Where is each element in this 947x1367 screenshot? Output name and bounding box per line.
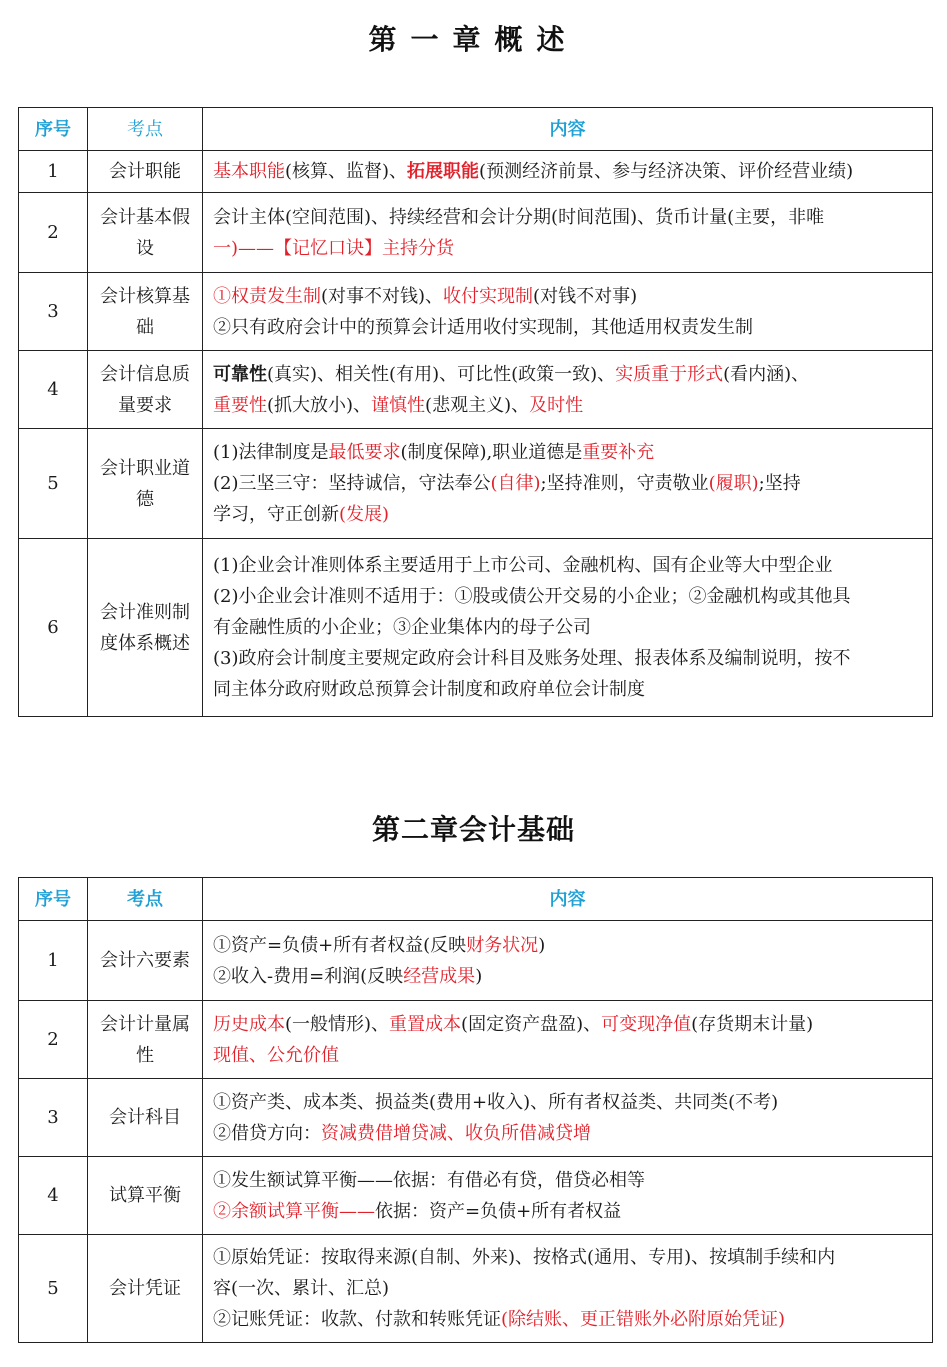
highlight-text: 收付实现制 <box>443 285 534 307</box>
content-cell <box>203 351 933 429</box>
row-number: 1 <box>19 151 88 193</box>
content-line <box>213 1040 926 1071</box>
row-number: 6 <box>19 539 88 717</box>
content-text: ①资产类、成本类、损益类(费用+收入)、所有者权益类、共同类(不考) <box>213 1091 779 1113</box>
header-seq: 序号 <box>19 108 88 151</box>
content-line <box>213 674 926 705</box>
highlight-text: 重要性 <box>213 394 267 416</box>
highlight-text: ②余额试算平衡—— <box>213 1200 375 1222</box>
highlight-text: 实质重于形式 <box>615 363 724 385</box>
exam-point: 会计核算基础 <box>88 273 203 351</box>
content-text: (2)三坚三守：坚持诚信，守法奉公 <box>213 473 491 494</box>
chapter2-title: 第二章会计基础 <box>371 813 575 846</box>
content-line <box>213 359 926 390</box>
table-row <box>19 1001 933 1079</box>
highlight-text: 经营成果 <box>403 965 476 987</box>
row-number: 2 <box>19 193 88 273</box>
content-text: (核算、监督)、 <box>285 161 408 182</box>
content-line <box>213 1118 926 1149</box>
content-text: (看内涵)、 <box>723 363 810 385</box>
highlight-text: (除结账、更正错账外必附原始凭证) <box>501 1309 786 1330</box>
row-number: 3 <box>19 273 88 351</box>
highlight-text: 财务状况 <box>466 934 539 956</box>
content-text: 同主体分政府财政总预算会计制度和政府单位会计制度 <box>213 679 645 700</box>
highlight-text: 一)——【记忆口诀】主持分货 <box>213 237 455 259</box>
highlight-text: 重要补充 <box>582 442 655 463</box>
content-cell <box>203 1001 933 1079</box>
exam-point: 会计职能 <box>88 151 203 193</box>
content-line <box>213 1087 926 1118</box>
highlight-text: 可变现净值 <box>601 1013 692 1035</box>
chapter1-title: 第一章概述 <box>368 23 579 56</box>
content-text: ②记账凭证：收款、付款和转账凭证 <box>213 1309 501 1330</box>
content-text: (固定资产盘盈)、 <box>461 1013 602 1035</box>
exam-point: 会计准则制度体系概述 <box>88 539 203 717</box>
content-text: (1)法律制度是 <box>213 442 329 463</box>
content-text: ①发生额试算平衡——依据：有借必有贷，借贷必相等 <box>213 1169 645 1191</box>
highlight-text: (履职) <box>708 473 759 494</box>
content-line <box>213 202 926 233</box>
content-text: 依据：资产=负债+所有者权益 <box>375 1200 622 1222</box>
row-number: 2 <box>19 1001 88 1079</box>
content-text: (对钱不对事) <box>533 285 638 307</box>
highlight-text: 基本职能 <box>213 161 285 182</box>
content-line <box>213 1009 926 1040</box>
content-text: (3)政府会计制度主要规定政府会计科目及账务处理、报表体系及编制说明，按不 <box>213 648 851 669</box>
table-row <box>19 193 933 273</box>
header-content: 内容 <box>203 108 933 151</box>
highlight-text: (发展) <box>339 504 390 525</box>
highlight-text: 历史成本 <box>213 1013 285 1035</box>
content-line <box>213 499 926 530</box>
content-line <box>213 961 926 992</box>
content-line <box>213 1273 926 1304</box>
chapter1-table-body <box>19 151 933 717</box>
highlight-text: 可靠性 <box>213 363 267 385</box>
content-cell <box>203 1235 933 1343</box>
content-text: ) <box>475 965 483 987</box>
content-line <box>213 233 926 264</box>
content-text: (真实)、相关性(有用)、可比性(政策一致)、 <box>267 363 616 385</box>
content-text: ②借贷方向： <box>213 1122 321 1144</box>
content-line <box>213 643 926 674</box>
content-text: (抓大放小)、 <box>267 394 372 416</box>
content-text: ①原始凭证：按取得来源(自制、外来)、按格式(通用、专用)、按填制手续和内 <box>213 1247 836 1268</box>
content-cell <box>203 193 933 273</box>
content-line <box>213 1165 926 1196</box>
content-text: 学习，守正创新 <box>213 504 339 525</box>
content-text: 有金融性质的小企业；③企业集体内的母子公司 <box>213 617 591 638</box>
content-cell <box>203 273 933 351</box>
content-text: ②收入-费用=利润(反映 <box>213 965 404 987</box>
table-header-row <box>19 878 933 921</box>
row-number: 1 <box>19 921 88 1001</box>
row-number: 5 <box>19 429 88 539</box>
table-row <box>19 151 933 193</box>
header-point: 考点 <box>88 878 203 921</box>
content-line <box>213 1304 926 1335</box>
table-row <box>19 539 933 717</box>
content-line <box>213 281 926 312</box>
row-number: 5 <box>19 1235 88 1343</box>
exam-point: 会计六要素 <box>88 921 203 1001</box>
highlight-text: 谨慎性 <box>371 394 426 416</box>
exam-point: 试算平衡 <box>88 1157 203 1235</box>
table-row <box>19 921 933 1001</box>
content-line <box>213 581 926 612</box>
highlight-text: ①权责发生制 <box>213 285 321 307</box>
content-text: (对事不对钱)、 <box>321 285 444 307</box>
content-line <box>213 612 926 643</box>
highlight-text: 资减费借增贷减、收负所借减贷增 <box>321 1122 591 1144</box>
content-text: ;坚持准则，守责敬业 <box>540 473 709 494</box>
content-text: (一般情形)、 <box>285 1013 390 1035</box>
content-text: ②只有政府会计中的预算会计适用收付实现制，其他适用权责发生制 <box>213 316 753 338</box>
header-content: 内容 <box>203 878 933 921</box>
table-header-row <box>19 108 933 151</box>
table-row <box>19 273 933 351</box>
chapter2-table <box>18 877 933 1343</box>
chapter2-table-body <box>19 921 933 1343</box>
table-row <box>19 351 933 429</box>
content-text: 会计主体(空间范围)、持续经营和会计分期(时间范围)、货币计量(主要，非唯 <box>213 206 825 228</box>
exam-point: 会计信息质量要求 <box>88 351 203 429</box>
content-text: ①资产=负债+所有者权益(反映 <box>213 934 467 956</box>
highlight-text: 拓展职能 <box>407 161 480 182</box>
exam-point: 会计科目 <box>88 1079 203 1157</box>
content-cell <box>203 1079 933 1157</box>
exam-point: 会计基本假设 <box>88 193 203 273</box>
table-row <box>19 429 933 539</box>
table-row <box>19 1235 933 1343</box>
content-line <box>213 1196 926 1227</box>
content-line <box>213 437 926 468</box>
content-line <box>213 156 926 187</box>
table-row <box>19 1157 933 1235</box>
content-cell <box>203 1157 933 1235</box>
content-line <box>213 550 926 581</box>
highlight-text: 现值、公允价值 <box>213 1044 339 1066</box>
content-line <box>213 930 926 961</box>
content-text: (2)小企业会计准则不适用于：①股或债公开交易的小企业；②金融机构或其他具 <box>213 586 851 607</box>
content-cell <box>203 429 933 539</box>
content-cell <box>203 539 933 717</box>
content-cell <box>203 151 933 193</box>
header-seq: 序号 <box>19 878 88 921</box>
highlight-text: 重置成本 <box>389 1013 462 1035</box>
content-text: (悲观主义)、 <box>425 394 530 416</box>
exam-point: 会计计量属性 <box>88 1001 203 1079</box>
content-text: (存货期末计量) <box>691 1013 814 1035</box>
header-point: 考点 <box>88 108 203 151</box>
content-line <box>213 468 926 499</box>
chapter1-table <box>18 107 933 717</box>
highlight-text: 及时性 <box>529 394 584 416</box>
highlight-text: 最低要求 <box>328 442 401 463</box>
row-number: 3 <box>19 1079 88 1157</box>
content-text: 容(一次、累计、汇总) <box>213 1278 390 1299</box>
row-number: 4 <box>19 351 88 429</box>
content-line <box>213 390 926 421</box>
table-row <box>19 1079 933 1157</box>
content-text: (制度保障),职业道德是 <box>400 442 583 463</box>
content-text: ;坚持 <box>758 473 801 494</box>
highlight-text: (自律) <box>490 473 541 494</box>
content-text: (预测经济前景、参与经济决策、评价经营业绩) <box>479 161 854 182</box>
exam-point: 会计凭证 <box>88 1235 203 1343</box>
content-line <box>213 312 926 343</box>
content-line <box>213 1242 926 1273</box>
row-number: 4 <box>19 1157 88 1235</box>
content-text: (1)企业会计准则体系主要适用于上市公司、金融机构、国有企业等大中型企业 <box>213 555 833 576</box>
content-cell <box>203 921 933 1001</box>
content-text: ) <box>538 934 546 956</box>
exam-point: 会计职业道德 <box>88 429 203 539</box>
